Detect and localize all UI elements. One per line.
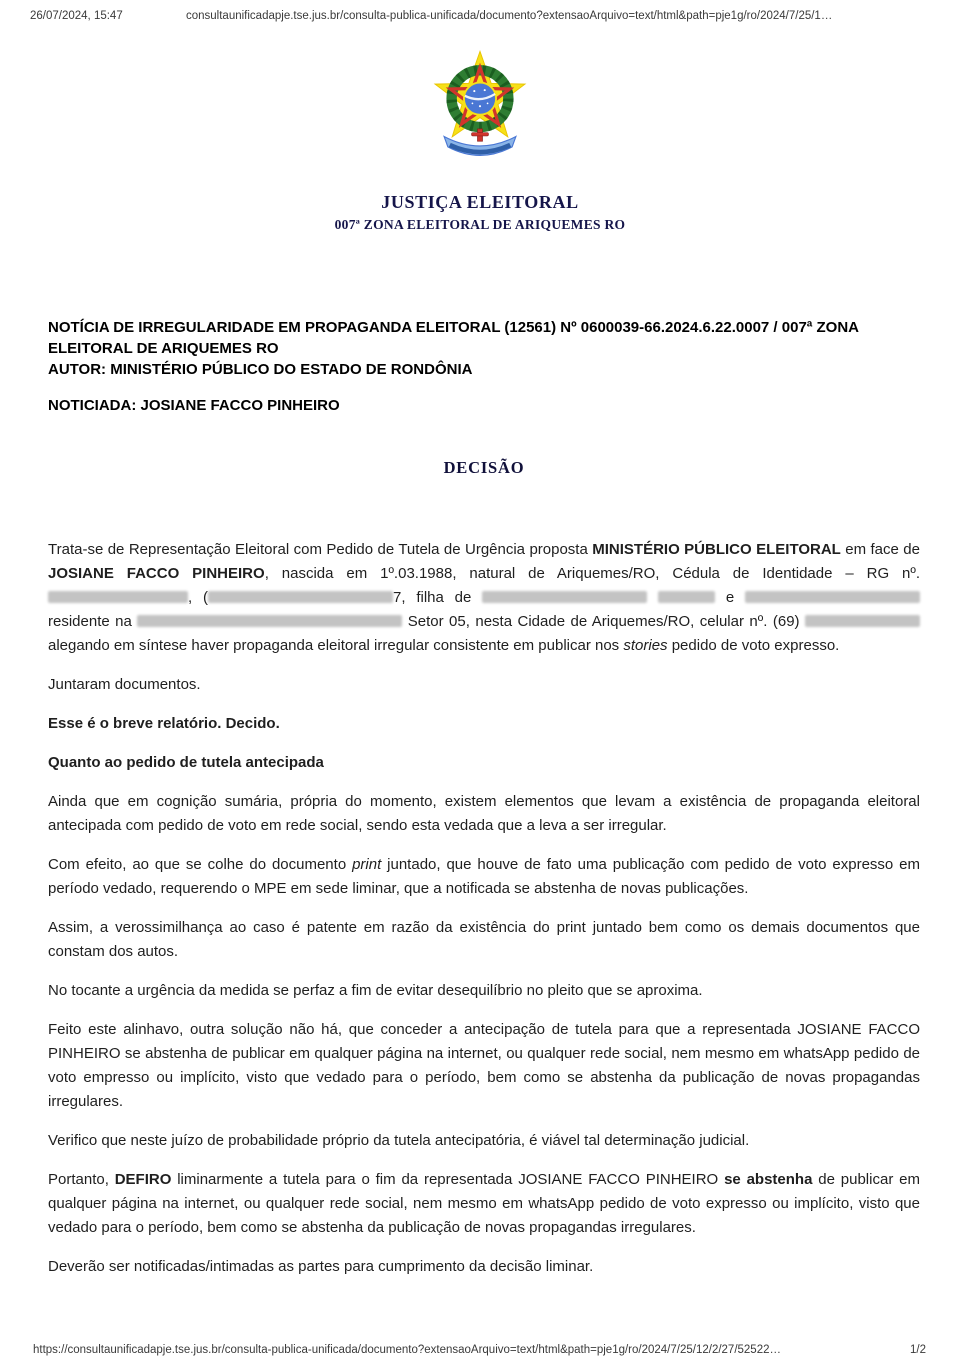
document-paragraph xyxy=(48,1129,920,1153)
paragraph-text: , ( xyxy=(188,589,208,606)
paragraph-text: se abstenha xyxy=(724,1171,813,1188)
paragraph-text: Deverão ser notificadas/intimadas as partes para cumprimento da decisão liminar. xyxy=(48,1258,594,1275)
paragraph-text: Esse é o breve relatório. Decido. xyxy=(48,715,280,732)
paragraph-text: residente na xyxy=(48,613,138,630)
document-paragraph xyxy=(48,538,920,658)
document-paragraph xyxy=(48,979,920,1003)
page-indicator: 1/2 xyxy=(910,1344,926,1356)
court-header xyxy=(0,192,960,233)
redacted-text xyxy=(805,615,920,627)
paragraph-text: e xyxy=(715,589,745,606)
redacted-text xyxy=(48,591,188,603)
paragraph-text: liminarmente a tutela para o fim da representada JOSIANE FACCO PINHEIRO xyxy=(171,1171,725,1188)
paragraph-text: JOSIANE FACCO PINHEIRO xyxy=(48,565,265,582)
redacted-text xyxy=(137,615,402,627)
document-paragraph xyxy=(48,1255,920,1279)
paragraph-text: Trata-se de Representação Eleitoral com Pedido de Tutela de Urgência proposta xyxy=(48,541,593,558)
document-paragraph xyxy=(48,916,920,964)
case-autor: AUTOR: MINISTÉRIO PÚBLICO DO ESTADO DE RONDÔNIA xyxy=(48,361,473,378)
redacted-text xyxy=(208,591,393,603)
redacted-text xyxy=(482,591,647,603)
paragraph-text: em face de xyxy=(840,541,920,558)
paragraph-text: Assim, a verossimilhança ao caso é patente em razão da existência do print juntado bem como os demais documentos que constam dos autos. xyxy=(48,919,920,960)
document-title: DECISÃO xyxy=(443,458,525,477)
paragraph-text: Setor 05, nesta Cidade de Ariquemes/RO, celular nº. (69) xyxy=(402,613,805,630)
document-paragraph xyxy=(48,1168,920,1240)
print-footer-url: https://consultaunificadapje.tse.jus.br/consulta-publica-unificada/documento?extensaoArquivo=text/html&path=pje1g/ro/2024/7/25/12/2/27/52522… xyxy=(33,1344,781,1356)
paragraph-text: Feito este alinhavo, outra solução não há, que conceder a antecipação de tutela para que a representada JOSIANE FACCO PINHEIRO se abstenha de publicar em qualquer página na internet, ou qualquer rede social, nem mesmo em whatsApp pedido de voto empresso ou implícito, visto que vedado para o período, bem como se abstenha da publicação de novas propagandas irregulares. xyxy=(48,1021,920,1110)
paragraph-text xyxy=(647,589,658,606)
case-block xyxy=(48,317,920,416)
print-header xyxy=(0,0,960,22)
case-caption: NOTÍCIA DE IRREGULARIDADE EM PROPAGANDA ELEITORAL (12561) Nº 0600039-66.2024.6.22.0007 / 007ª ZONA ELEITORAL DE ARIQUEMES RO xyxy=(48,319,859,357)
court-name: JUSTIÇA ELEITORAL xyxy=(381,192,579,212)
redacted-text xyxy=(745,591,920,603)
paragraph-text: Portanto, xyxy=(48,1171,115,1188)
document-body xyxy=(0,317,960,1279)
paragraph-text: DEFIRO xyxy=(114,1171,172,1188)
paragraph-text: stories xyxy=(623,637,668,654)
emblem-container xyxy=(0,46,960,176)
paragraph-text: pedido de voto expresso. xyxy=(667,637,840,654)
document-paragraph xyxy=(48,1018,920,1114)
document-paragraph xyxy=(48,673,920,697)
print-footer xyxy=(0,1344,960,1356)
document-paragraph xyxy=(48,751,920,775)
document-paragraph xyxy=(48,712,920,736)
document-paragraph xyxy=(48,790,920,838)
paragraph-text: Ainda que em cognição sumária, própria do momento, existem elementos que levam a existência de propaganda eleitoral antecipada com pedido de voto em rede social, sendo esta vedada que a leva a ser irregular. xyxy=(48,793,920,834)
paragraph-text: de publicar em qualquer página na internet, ou qualquer rede social, nem mesmo em whatsApp pedido de voto expresso ou implícito, visto que vedado para o período, bem como se abstenha da publicação de novas propagandas irregulares. xyxy=(48,1171,920,1236)
print-header-url: consultaunificadapje.tse.jus.br/consulta-publica-unificada/documento?extensaoArquivo=text/html&path=pje1g/ro/2024/7/25/1… xyxy=(186,10,833,22)
paragraph-text: alegando em síntese haver propaganda eleitoral irregular consistente em publicar nos xyxy=(48,637,624,654)
paragraph-text: 7, filha de xyxy=(392,589,483,606)
paragraph-text: print xyxy=(352,856,382,873)
case-noticiada: NOTICIADA: JOSIANE FACCO PINHEIRO xyxy=(48,397,340,414)
redacted-text xyxy=(658,591,715,603)
paragraphs-container xyxy=(48,538,920,1279)
print-datetime: 26/07/2024, 15:47 xyxy=(30,10,123,22)
document-paragraph xyxy=(48,853,920,901)
paragraph-text: Quanto ao pedido de tutela antecipada xyxy=(48,754,324,771)
paragraph-text: Verifico que neste juízo de probabilidade próprio da tutela antecipatória, é viável tal determinação judicial. xyxy=(48,1132,750,1149)
brazil-coat-of-arms-icon xyxy=(428,46,532,174)
paragraph-text: , nascida em 1º.03.1988, natural de Ariquemes/RO, Cédula de Identidade – RG nº. xyxy=(264,565,920,582)
court-zone: 007ª ZONA ELEITORAL DE ARIQUEMES RO xyxy=(334,217,626,232)
paragraph-text: Com efeito, ao que se colhe do documento xyxy=(48,856,353,873)
paragraph-text: MINISTÉRIO PÚBLICO ELEITORAL xyxy=(592,541,841,558)
paragraph-text: juntado, que houve de fato uma publicação com pedido de voto expresso em período vedado, requerendo o MPE em sede liminar, que a notificada se abstenha de novas publicações. xyxy=(48,856,920,897)
paragraph-text: No tocante a urgência da medida se perfaz a fim de evitar desequilíbrio no pleito que se aproxima. xyxy=(48,982,703,999)
paragraph-text: Juntaram documentos. xyxy=(48,676,201,693)
